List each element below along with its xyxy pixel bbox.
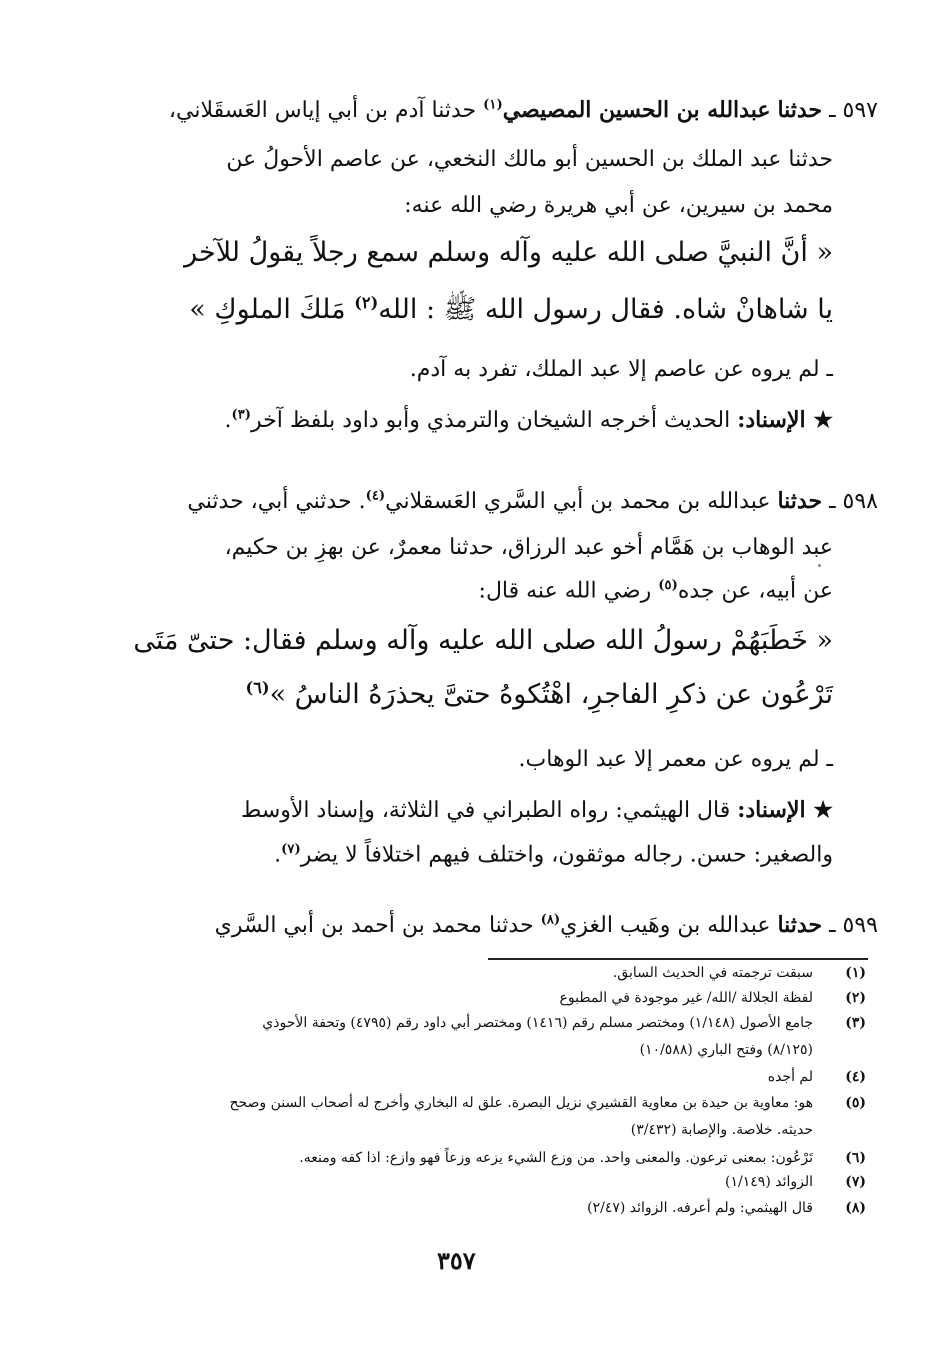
hadith-598-quote-1: « خَطَبَهُمْ رسولُ الله صلى الله عليه وآله وسلم فقال: حتىّ مَتَى — [133, 625, 833, 656]
hadith-599-line-1 — [215, 912, 878, 938]
hadith-lead: حدثنا — [777, 912, 823, 938]
hadith-597-quote-2 — [189, 292, 833, 332]
footnote-ref: (١) — [483, 97, 503, 113]
footnote-text: لفظة الجلالة /الله/ غير موجودة في المطبوع — [559, 990, 813, 1006]
footnote-text-cont: حديثه. خلاصة. والإصابة (٣/٤٣٢) — [630, 1122, 813, 1138]
hadith-598-line-3 — [479, 578, 833, 603]
footnote-text: الزوائد (١/١٤٩) — [725, 1174, 813, 1190]
line-text: عبدالله بن وهَيب الغزي — [560, 913, 771, 938]
quote-text: مَلكَ الملوكِ » — [189, 294, 346, 325]
footnote-ref: (٤) — [365, 488, 386, 504]
hadith-597-comment: ـ لم يروه عن عاصم إلا عبد الملك، تفرد به آدم. — [409, 357, 833, 382]
footnote-number: (٨) — [845, 1200, 866, 1216]
footnote-ref: (٥) — [658, 578, 678, 593]
quote-text: يا شاهانْ شاه. فقال رسول الله ﷺ : الله — [378, 294, 833, 325]
hadith-dash: ـ — [829, 98, 836, 123]
hadith-number: ٥٩٧ — [842, 98, 878, 123]
footnote-ref: (٨) — [540, 912, 561, 928]
footnote-text-cont: (٨/١٢٥) وفتح الباري (١٠/٥٨٨) — [639, 1042, 813, 1058]
isnad-label: ★ الإسناد: — [737, 797, 833, 823]
isnad-text: قال الهيثمي: رواه الطبراني في الثلاثة، وإسناد الأوسط — [240, 798, 731, 823]
footnote-number: (٣) — [845, 1015, 866, 1031]
footnote-text: قال الهيثمي: ولم أعرفه. الزوائد (٢/٤٧) — [587, 1200, 813, 1216]
footnote-number: (٤) — [845, 1069, 866, 1085]
hadith-598-quote-2 — [246, 678, 833, 710]
page-number: ٣٥٧ — [437, 1246, 476, 1275]
hadith-598-line-2: عبد الوهاب بن هَمَّام أخو عبد الرزاق، حدثنا معمرٌ، عن بهزِ بن حكيم، — [224, 535, 833, 560]
footnote-ref: (٦) — [245, 678, 270, 697]
footnote-number: (٧) — [845, 1174, 866, 1190]
hadith-597-line-3: محمد بن سيرين، عن أبي هريرة رضي الله عنه: — [404, 193, 833, 218]
footnote-ref: (٣) — [231, 407, 252, 423]
footnote-number: (٦) — [845, 1150, 866, 1166]
footnote-ref: (٢) — [354, 293, 379, 312]
hadith-597-isnad — [224, 407, 833, 433]
footnote-number: (٥) — [845, 1095, 866, 1111]
hadith-598-isnad-1 — [241, 797, 833, 823]
hadith-598-isnad-2 — [274, 842, 833, 867]
narrator-name: عبدالله بن الحسين المصيصي — [502, 97, 771, 123]
hadith-lead: حدثنا — [777, 97, 823, 123]
line-text: عن أبيه، عن جده — [677, 578, 833, 604]
line-text: حدثنا آدم بن أبي إياس العَسقَلاني، — [168, 98, 477, 123]
isnad-text: الحديث أخرجه الشيخان والترمذي وأبو داود بلفظ آخر — [251, 408, 731, 433]
hadith-number: ٥٩٩ — [842, 913, 878, 938]
footnote-text: هو: معاوية بن حيدة بن معاوية القشيري نزيل البصرة. علق له البخاري وأخرج له أصحاب السنن وصحح — [229, 1095, 813, 1111]
line-text: . حدثني أبي، حدثني — [187, 489, 366, 514]
hadith-597-line-1 — [169, 97, 878, 123]
hadith-lead: حدثنا — [777, 488, 823, 514]
scan-speck — [818, 564, 821, 567]
hadith-dash: ـ — [829, 489, 836, 514]
footnote-number: (٢) — [845, 990, 866, 1006]
footnote-text: تَرْعُون: بمعنى ترعون. والمعنى واحد. من وزع الشيء يزعه وزعاً فهو وازع: اذا كفه ومنعه. — [299, 1150, 813, 1166]
line-text: عبدالله بن محمد بن أبي السَّري العَسقلاني — [385, 489, 771, 514]
isnad-label: ★ الإسناد: — [737, 407, 833, 433]
isnad-text: والصغير: حسن. رجاله موثقون، واختلف فيهم اختلافاً لا يضر — [300, 842, 833, 868]
quote-text: تَرْعُون عن ذكرِ الفاجرِ، اهْتُكوهُ حتىَّ يحذرَهُ الناسُ » — [269, 679, 833, 710]
footnote-ref: (٧) — [281, 842, 301, 857]
footnote-separator — [488, 958, 868, 960]
footnote-text: جامع الأصول (١/١٤٨) ومختصر مسلم رقم (١٤١٦) ومختصر أبي داود رقم (٤٧٩٥) وتحفة الأحوذي — [262, 1015, 813, 1031]
footnote-text: لم أجده — [767, 1069, 813, 1085]
line-text: رضي الله عنه قال: — [478, 578, 652, 604]
isnad-end: . — [224, 408, 232, 433]
line-text: حدثنا محمد بن أحمد بن أبي السَّري — [214, 913, 534, 938]
isnad-end: . — [274, 842, 282, 868]
footnote-number: (١) — [845, 965, 866, 981]
hadith-598-line-1 — [187, 488, 878, 514]
hadith-597-line-2: حدثنا عبد الملك بن الحسين أبو مالك النخعي، عن عاصم الأحولُ عن — [226, 147, 833, 172]
hadith-number: ٥٩٨ — [842, 489, 878, 514]
hadith-dash: ـ — [829, 913, 836, 938]
footnote-text: سبقت ترجمته في الحديث السابق. — [612, 965, 813, 981]
hadith-597-quote-1: « أنَّ النبيَّ صلى الله عليه وآله وسلم سمع رجلاً يقولُ للآخر — [184, 237, 833, 268]
hadith-598-comment: ـ لم يروه عن معمر إلا عبد الوهاب. — [518, 747, 833, 772]
